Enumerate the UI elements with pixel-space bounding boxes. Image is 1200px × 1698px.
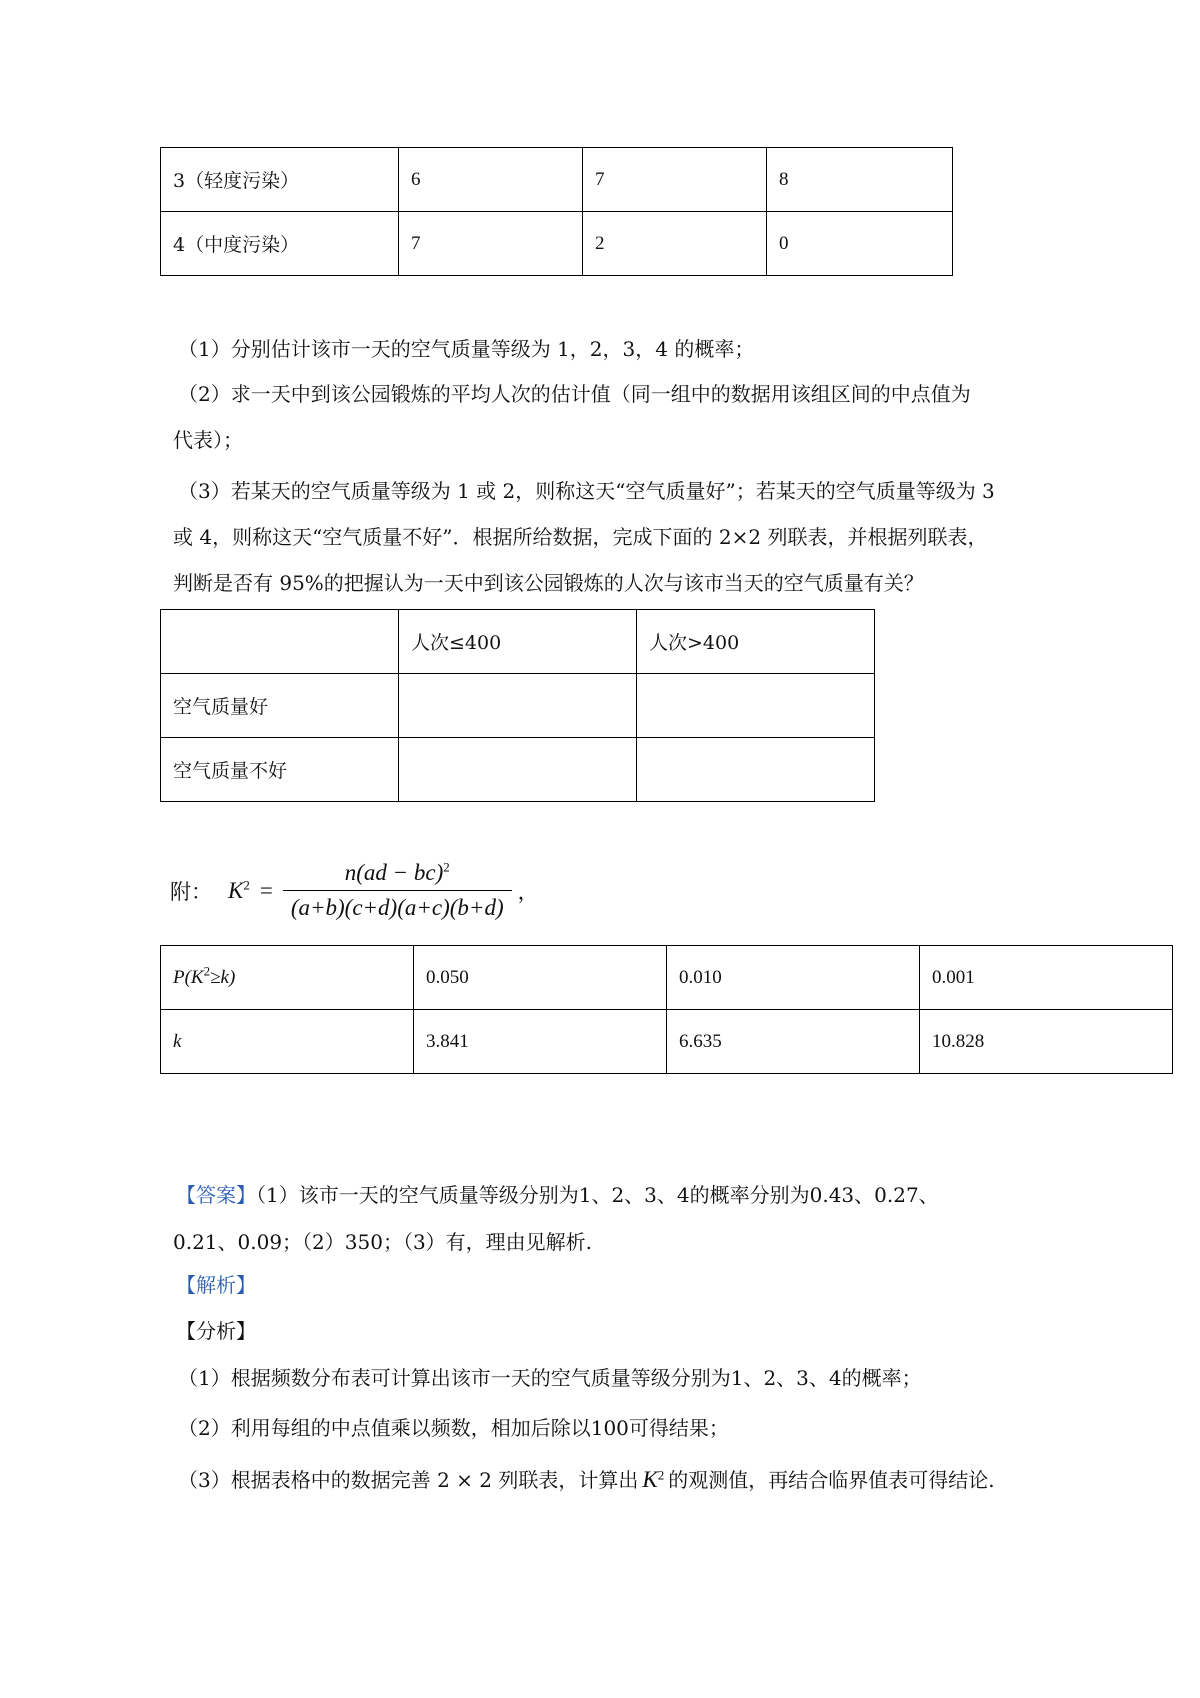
table-row xyxy=(161,148,953,212)
k-label: k xyxy=(161,1010,414,1074)
question-3-line-1: （3）若某天的空气质量等级为 1 或 2，则称这天“空气质量好”；若某天的空气质量等级为 3 xyxy=(178,479,995,503)
question-2-line-1: （2）求一天中到该公园锻炼的平均人次的估计值（同一组中的数据用该组区间的中点值为 xyxy=(178,382,971,406)
formula-numerator xyxy=(337,860,458,890)
table-cell: 0.001 xyxy=(920,946,1173,1010)
probability-label-main: P(K xyxy=(173,966,204,988)
table-row xyxy=(161,674,875,738)
answer-tag: 【答案】 xyxy=(176,1183,256,1207)
question-2-line-2: 代表）； xyxy=(173,428,243,452)
analysis-k-symbol: K xyxy=(642,1467,658,1492)
table-cell: 6.635 xyxy=(667,1010,920,1074)
formula-lhs-exponent: 2 xyxy=(243,876,250,892)
table-header-cell xyxy=(161,610,399,674)
table-row xyxy=(161,1010,1173,1074)
contingency-table xyxy=(160,609,875,802)
table-row xyxy=(161,212,953,276)
formula-equals: = xyxy=(259,877,273,903)
table-cell xyxy=(637,738,875,802)
frequency-table xyxy=(160,147,953,276)
formula-suffix: ， xyxy=(517,879,539,904)
formula-fraction xyxy=(283,860,512,921)
table-cell xyxy=(399,674,637,738)
table-cell: 3（轻度污染） xyxy=(161,148,399,212)
table-cell: 6 xyxy=(399,148,583,212)
answer-text-1: （1）该市一天的空气质量等级分别为1、2、3、4的概率分别为0.43、0.27、 xyxy=(256,1183,939,1207)
table-cell xyxy=(637,674,875,738)
formula-prefix: 附： xyxy=(170,879,212,904)
question-1: （1）分别估计该市一天的空气质量等级为 1，2，3，4 的概率； xyxy=(178,337,755,361)
question-3-line-3: 判断是否有 95%的把握认为一天中到该公园锻炼的人次与该市当天的空气质量有关？ xyxy=(173,571,924,595)
table-row xyxy=(161,738,875,802)
table-header-cell: 人次≤400 xyxy=(399,610,637,674)
formula-numerator-exponent: 2 xyxy=(443,859,450,875)
table-cell: 8 xyxy=(767,148,953,212)
critical-value-table xyxy=(160,945,1173,1074)
analysis-k-exponent: 2 xyxy=(657,1467,665,1483)
analysis-tag: 【解析】 xyxy=(176,1273,256,1297)
table-cell: 0.050 xyxy=(414,946,667,1010)
analysis-point-1: （1）根据频数分布表可计算出该市一天的空气质量等级分别为1、2、3、4的概率； xyxy=(178,1366,922,1390)
table-cell: 空气质量不好 xyxy=(161,738,399,802)
table-header-cell: 人次>400 xyxy=(637,610,875,674)
analysis-point-3-post: 的观测值，再结合临界值表可得结论. xyxy=(668,1468,995,1492)
table-cell: 0 xyxy=(767,212,953,276)
answer-line-2: 0.21、0.09；（2）350；（3）有，理由见解析. xyxy=(173,1230,593,1254)
analysis-point-2: （2）利用每组的中点值乘以频数，相加后除以100可得结果； xyxy=(178,1416,729,1440)
analysis-point-3-pre: （3）根据表格中的数据完善 2 × 2 列联表，计算出 xyxy=(178,1468,639,1492)
analysis-subheading: 【分析】 xyxy=(176,1319,256,1343)
table-cell: 10.828 xyxy=(920,1010,1173,1074)
answer-line-1 xyxy=(176,1175,939,1215)
table-row xyxy=(161,946,1173,1010)
analysis-point-3 xyxy=(178,1460,995,1500)
table-header-row xyxy=(161,610,875,674)
table-cell: 2 xyxy=(583,212,767,276)
formula-lhs xyxy=(228,878,250,904)
table-cell xyxy=(399,738,637,802)
table-cell: 7 xyxy=(583,148,767,212)
probability-label-tail: ≥k) xyxy=(210,966,236,988)
table-cell: 4（中度污染） xyxy=(161,212,399,276)
table-cell: 7 xyxy=(399,212,583,276)
question-3-line-2: 或 4，则称这天“空气质量不好”．根据所给数据，完成下面的 2×2 列联表，并根据列联表， xyxy=(173,525,988,549)
table-cell: 3.841 xyxy=(414,1010,667,1074)
probability-label xyxy=(161,946,414,1010)
formula-numerator-text: n(ad − bc) xyxy=(344,860,444,885)
table-cell: 0.010 xyxy=(667,946,920,1010)
table-cell: 空气质量好 xyxy=(161,674,399,738)
formula-denominator: (a+b)(c+d)(a+c)(b+d) xyxy=(290,895,504,920)
chi-square-formula xyxy=(170,860,539,921)
formula-lhs-symbol: K xyxy=(228,877,244,903)
probability-label-exponent: 2 xyxy=(203,963,211,979)
